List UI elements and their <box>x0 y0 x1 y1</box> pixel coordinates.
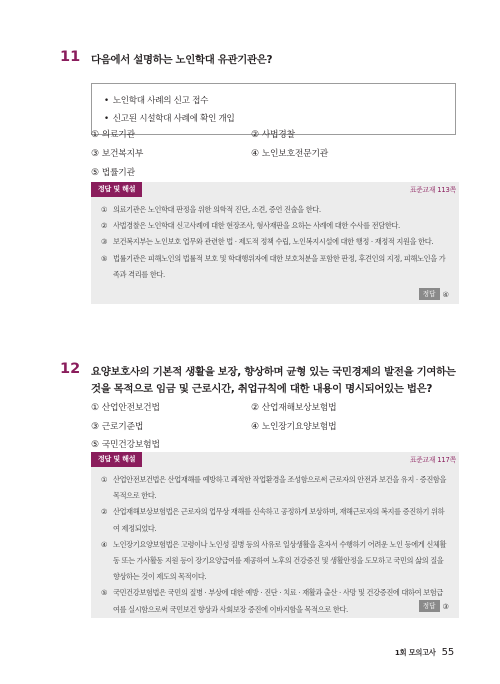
condition-item: • 노인학대 사례의 신고 접수 <box>104 96 209 106</box>
option-4[interactable]: ④ 노인보호전문기관 <box>251 149 329 159</box>
page-number: 55 <box>441 647 454 658</box>
explanation-item: ① 의료기관은 노인학대 판정을 위한 의학적 진단, 소견, 증언 진술을 한다. <box>101 205 321 214</box>
answer-explanation-box <box>91 452 459 618</box>
option-3[interactable]: ③ 보건복지부 <box>91 149 144 159</box>
textbook-reference: 표준교재 113쪽 <box>409 186 456 194</box>
explanation-item: ① 산업안전보건법은 산업재해를 예방하고 쾌적한 작업환경을 조성함으로써 근로자의 안전과 보건을 유지 · 증진함을 목적으로 한다. <box>101 475 447 501</box>
option-4[interactable]: ④ 노인장기요양보험법 <box>251 422 337 432</box>
explanation-item: ④ 노인장기요양보험법은 고령이나 노인성 질병 등의 사유로 일상생활을 혼자서 수행하기 어려운 노인 등에게 신체활동 또는 가사활동 지원 등이 장기요양급여를 제공하여 노후의 건강증진 및 생활안정을 도모하고 국민의 삶의 질을 향상하는 것이 제도의 목적이다. <box>101 539 447 582</box>
option-2[interactable]: ② 사법경찰 <box>251 130 295 140</box>
option-5[interactable]: ⑤ 국민건강보험법 <box>91 440 160 450</box>
option-5[interactable]: ⑤ 법률기관 <box>91 168 135 178</box>
explanation-item: ⑤ 국민건강보험법은 국민의 질병 · 부상에 대한 예방 · 진단 · 치료 · 재활과 출산 · 사망 및 건강증진에 대하여 보험급여를 실시함으로써 국민보건 향상과 사회보장 증진에 이바지함을 목적으로 한다. <box>101 588 443 614</box>
question-number: 12 <box>60 361 81 377</box>
question-text: 요양보호사의 기본적 생활을 보장, 향상하며 균형 있는 국민경제의 발전을 기여하는 것을 목적으로 임금 및 근로시간, 취업규칙에 대한 내용이 명시되어있는 법은? <box>91 366 456 395</box>
bullet: • <box>104 96 109 106</box>
option-1[interactable]: ① 산업안전보건법 <box>91 403 160 413</box>
final-answer <box>419 288 449 300</box>
option-2[interactable]: ② 산업재해보상보험법 <box>251 403 337 413</box>
answer-tag: 정답 및 해설 <box>91 182 142 197</box>
section-label: 1회 모의고사 <box>394 648 436 657</box>
question-text: 다음에서 설명하는 노인학대 유관기관은? <box>91 54 273 66</box>
answer-header <box>91 452 459 467</box>
bullet: • <box>104 114 109 124</box>
question-number: 11 <box>60 49 81 65</box>
answer-explanation-box <box>91 182 459 304</box>
final-answer-label: 정답 <box>419 600 440 612</box>
explanation-item: ③ 보건복지부는 노인보호 업무와 관련한 법 · 제도적 정책 수립, 노인복지시설에 대한 행정 · 재정적 지원을 한다. <box>101 237 434 247</box>
final-answer-value: ③ <box>442 601 449 611</box>
answer-tag: 정답 및 해설 <box>91 452 142 467</box>
explanation-item: ② 산업재해보상보험법은 근로자의 업무상 재해를 신속하고 공정하게 보상하며, 재해근로자의 복지를 증진하기 위하여 제정되었다. <box>101 507 445 533</box>
final-answer-value: ④ <box>442 289 449 299</box>
option-3[interactable]: ③ 근로기준법 <box>91 422 144 432</box>
condition-item: • 신고된 시설학대 사례에 확인 개입 <box>104 114 235 124</box>
option-1[interactable]: ① 의료기관 <box>91 130 135 140</box>
final-answer <box>419 600 449 612</box>
explanation-item: ② 사법경찰은 노인학대 신고사례에 대한 현장조사, 형사재판을 요하는 사례에 대한 수사를 전담한다. <box>101 221 400 231</box>
explanation-list <box>91 467 459 624</box>
explanation-list <box>91 197 459 289</box>
textbook-reference: 표준교재 117쪽 <box>409 456 456 464</box>
explanation-item: ⑤ 법률기관은 피해노인의 법률적 보호 및 학대행위자에 대한 보호처분을 포함한 판정, 후견인의 지정, 피해노인을 가족과 격리를 한다. <box>101 253 446 279</box>
final-answer-label: 정답 <box>419 288 440 300</box>
page-footer <box>395 647 454 658</box>
answer-header <box>91 182 459 197</box>
